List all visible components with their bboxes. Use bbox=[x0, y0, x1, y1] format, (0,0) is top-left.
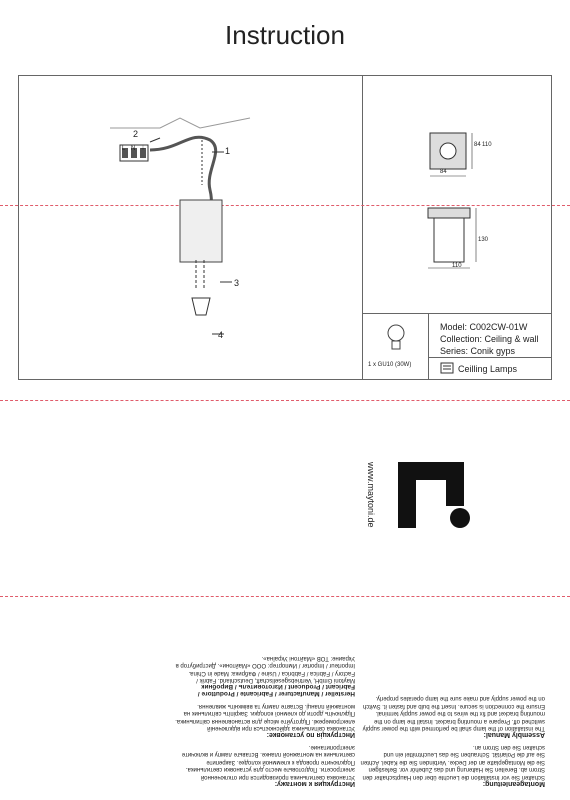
dimension-label: 110 bbox=[482, 142, 492, 148]
panel-divider bbox=[428, 313, 429, 380]
product-category: Ceilling Lamps bbox=[458, 364, 518, 374]
logo-dot bbox=[450, 508, 470, 528]
section-text: Schalten Sie vor Installation die Leuchte über den Hauptschalter den Strom ab. Bereiten Sie Halterung und das Zubehör vor. Befestigen Sie die Montageplatte an der Decke. Verbinden Sie die Kabel. Achten Sie auf die Polarität. Schrauben Sie das Leuchtmittel ein und schalten Sie den Strom an. bbox=[360, 744, 545, 780]
dimension-label: 130 bbox=[478, 237, 489, 243]
product-series: Series: Conik gyps bbox=[440, 346, 516, 356]
dimension-label: 110 bbox=[452, 263, 462, 269]
page-title: Instruction bbox=[225, 20, 345, 50]
step-number: 1 bbox=[225, 146, 231, 156]
section-title: Инструкция к монтажу: bbox=[274, 780, 355, 787]
bulb-gu10 bbox=[192, 298, 210, 315]
cut-line bbox=[0, 400, 570, 401]
section-text: Установка светильника производится при отключенной электросети. Подготовьте место для установки светильника. Подключите провода к клеммной колодке. Закрепите светильник на монтажной планке. Вставьте лампу и включите электропитание. bbox=[181, 744, 355, 780]
ceiling-lamp-icon bbox=[440, 362, 454, 374]
panel-divider bbox=[362, 75, 363, 380]
panel-divider bbox=[362, 313, 552, 314]
section-text: The installation of the lamp shall be performed with the power supply switched off. Prepare a mounting bracket. Install the lamp on the mounting bracket and fix the wires to the power supply terminal. Ensure the connection is secure. Insert the bulb and fasten it. Switch on the power supply and make sure the lamp operates properly. bbox=[362, 695, 545, 732]
section-text: Установка світильника здійснюється при відключеній електромережі. Підготуйте місце для встановлення світильника. Підключіть дроти до клемної колодки. Закріпіть світильник на монтажній планці. Вставте лампу та ввімкніть живлення. bbox=[175, 703, 355, 732]
section-title: Montageanleitung: bbox=[482, 780, 545, 787]
cut-line bbox=[0, 596, 570, 597]
product-model: Model: C002CW-01W bbox=[440, 322, 528, 332]
section-text: Maytoni GmbH, Vertriebsgesellschaft, Deutschland. Fabrik / Factory / Fábrica / Fabbrica / Usine / Фабрика: Made in China. Importeur / Importer / Импортер: ООО «Майтони». Дистрибутор в Украине: ТОВ «Майтоні Україна». bbox=[175, 655, 355, 684]
dimension-label: 84 bbox=[474, 142, 481, 148]
section-title: Hersteller / Manufacturer / Fabricante / Produttore / Fabricant / Producent / Изготовитель / Виробник bbox=[197, 683, 355, 698]
section-title: Инструкція по установке: bbox=[266, 731, 355, 739]
terminal-label: L bbox=[122, 146, 126, 152]
panel-divider bbox=[428, 357, 552, 358]
step-number: 3 bbox=[234, 278, 240, 288]
dimension-label: 84 bbox=[440, 169, 447, 175]
instructions-multilang bbox=[175, 602, 545, 787]
step-number: 2 bbox=[133, 129, 139, 139]
brand-website: www.maytoni.de bbox=[366, 462, 376, 528]
step-number: 4 bbox=[218, 330, 224, 340]
logo-bar bbox=[446, 462, 464, 506]
product-collection: Collection: Ceiling & wall bbox=[440, 334, 539, 344]
bulb-icon bbox=[386, 322, 406, 354]
lamp-body bbox=[180, 200, 222, 262]
dimension-drawing bbox=[420, 128, 490, 278]
terminal-label: ⏚ bbox=[140, 146, 147, 152]
section-title: Assembly Manual: bbox=[483, 731, 545, 739]
terminal-label: N bbox=[131, 146, 136, 152]
bulb-label: 1 x GU10 (30W) bbox=[368, 362, 412, 368]
